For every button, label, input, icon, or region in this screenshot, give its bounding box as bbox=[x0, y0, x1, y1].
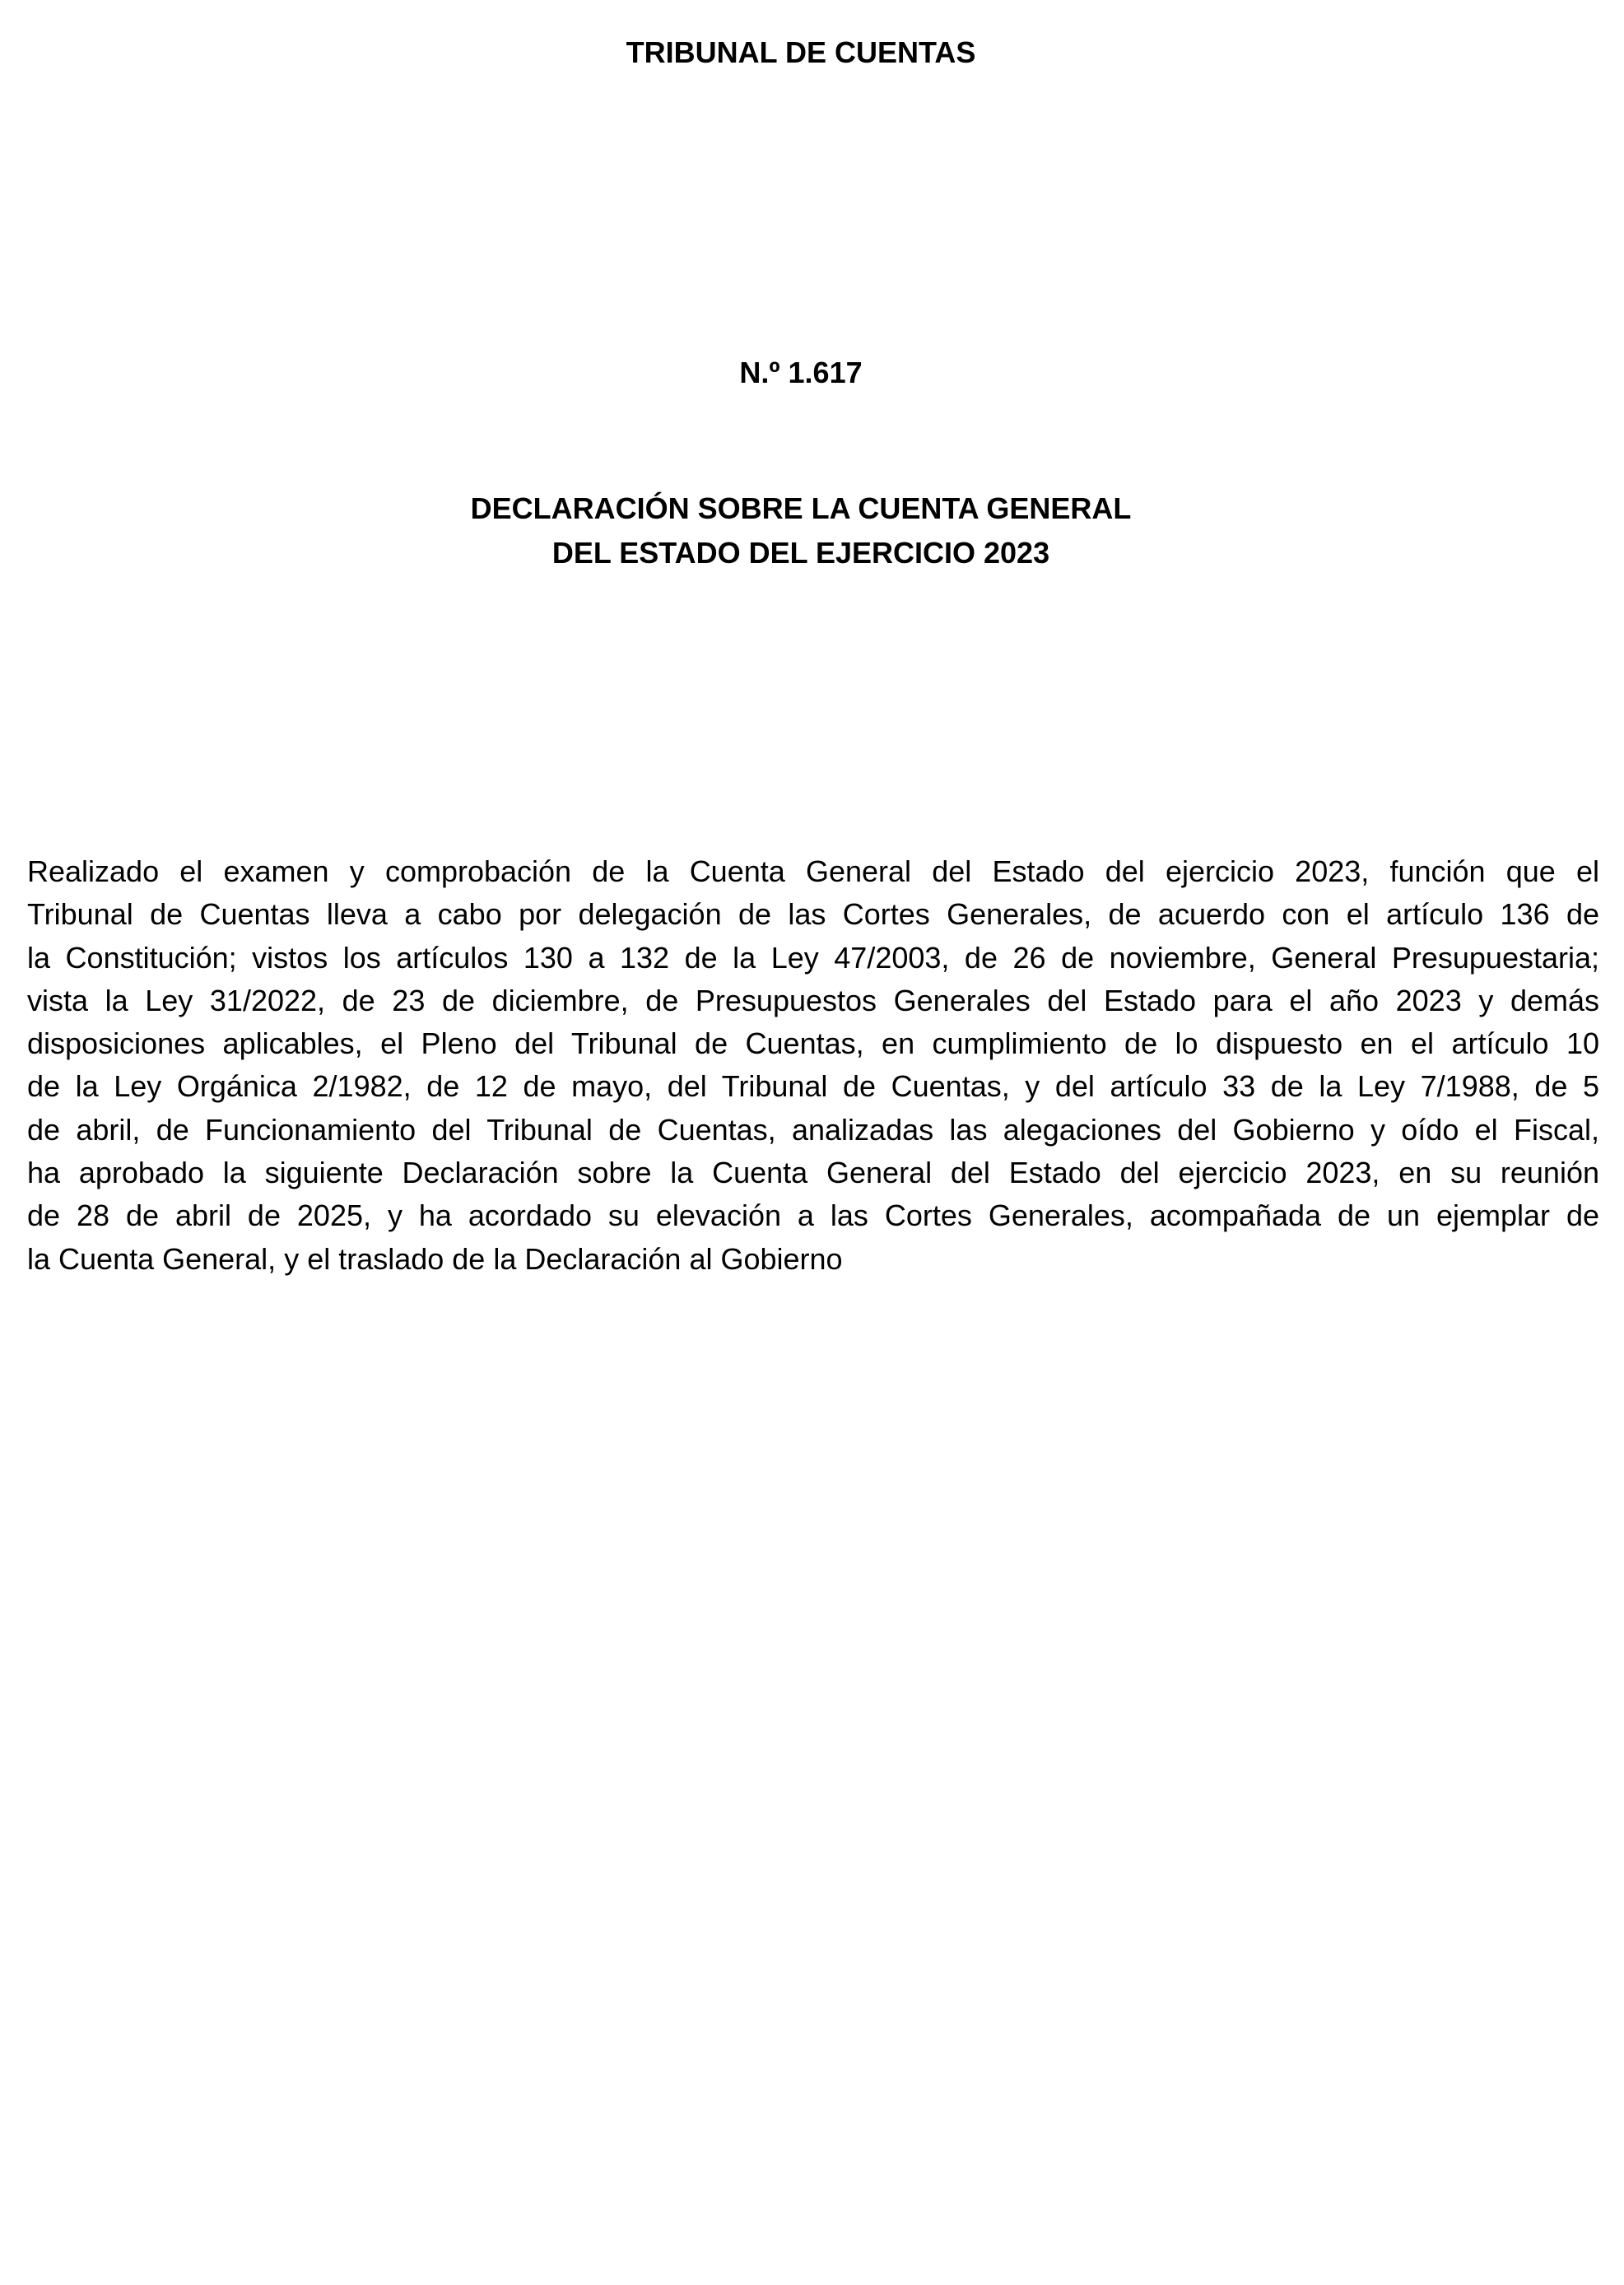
body-line: disposiciones aplicables, el Pleno del Tribunal de Cuentas, en cumplimiento de lo dispuesto en el artículo 10 bbox=[27, 1026, 1599, 1061]
body-line: de la Ley Orgánica 2/1982, de 12 de mayo, del Tribunal de Cuentas, y del artículo 33 de la Ley 7/1988, de 5 bbox=[27, 1069, 1599, 1104]
document-header: TRIBUNAL DE CUENTAS bbox=[626, 35, 976, 69]
body-line: la Constitución; vistos los artículos 130 a 132 de la Ley 47/2003, de 26 de noviembre, General Presupuestaria; bbox=[27, 940, 1599, 975]
document-title-line-2: DEL ESTADO DEL EJERCICIO 2023 bbox=[551, 536, 1050, 570]
document-title-line-1: DECLARACIÓN SOBRE LA CUENTA GENERAL bbox=[470, 491, 1132, 525]
body-paragraph bbox=[27, 850, 1599, 1281]
document-number: N.º 1.617 bbox=[739, 356, 863, 389]
body-line: ha aprobado la siguiente Declaración sobre la Cuenta General del Estado del ejercicio 2023, en su reunión bbox=[27, 1156, 1599, 1190]
body-line: Tribunal de Cuentas lleva a cabo por delegación de las Cortes Generales, de acuerdo con el artículo 136 de bbox=[27, 897, 1599, 932]
body-line: de 28 de abril de 2025, y ha acordado su elevación a las Cortes Generales, acompañada de un ejemplar de bbox=[27, 1198, 1599, 1233]
body-line: vista la Ley 31/2022, de 23 de diciembre, de Presupuestos Generales del Estado para el año 2023 y demás bbox=[27, 983, 1599, 1017]
body-line: la Cuenta General, y el traslado de la Declaración al Gobierno bbox=[27, 1241, 843, 1276]
body-line: Realizado el examen y comprobación de la Cuenta General del Estado del ejercicio 2023, función que el bbox=[27, 854, 1599, 888]
body-line: de abril, de Funcionamiento del Tribunal de Cuentas, analizadas las alegaciones del Gobierno y oído el Fiscal, bbox=[27, 1112, 1599, 1147]
